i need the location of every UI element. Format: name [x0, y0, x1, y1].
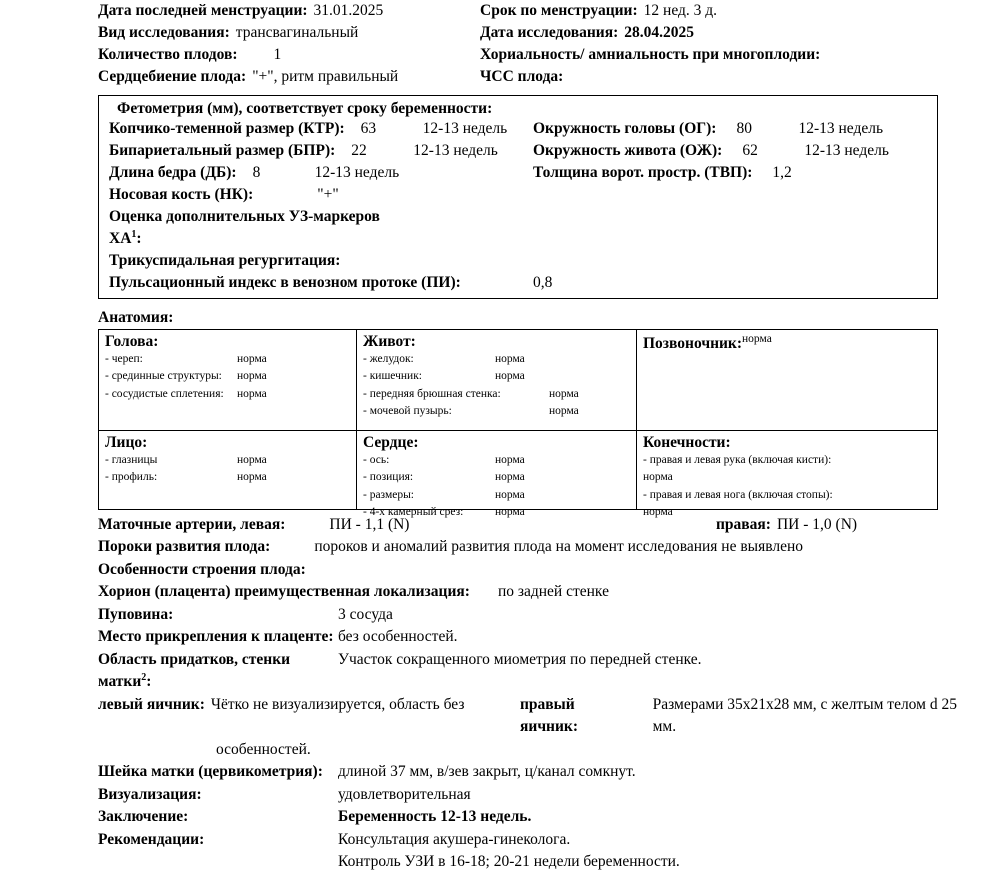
ductus-label: Пульсационный индекс в венозном протоке (ПИ): [109, 274, 461, 291]
abdomen-item-key: - передняя брюшная стенка: [363, 387, 501, 400]
left-ovary-label: левый яичник: [98, 695, 205, 713]
structure-row [98, 559, 970, 581]
db-week: 12-13 недель [314, 164, 400, 181]
head-item-value: норма [237, 370, 267, 383]
heart-item [363, 452, 630, 469]
right-ovary-label: правый яичник: [520, 695, 579, 736]
structure-label: Особенности строения плода: [98, 560, 306, 578]
fetometry-row [109, 162, 927, 184]
cervix-row [98, 761, 970, 783]
markers-label-line2: ХА [109, 230, 132, 247]
fetus-count-label: Количество плодов: [98, 46, 238, 63]
head-item [105, 386, 350, 403]
bpr-value: 22 [351, 142, 367, 159]
heartbeat-value: "+", ритм правильный [252, 68, 399, 85]
ductus-venosus-row [109, 272, 927, 294]
fetometry-title: Фетометрия (мм), соответствует сроку беременности: [117, 100, 493, 117]
ktr-value: 63 [360, 120, 377, 137]
uterine-arteries-row [98, 514, 970, 536]
abdomen-title: Живот: [363, 333, 416, 350]
last-menstruation-label: Дата последней менструации: [98, 2, 308, 19]
attachment-label: Место прикрепления к плаценте: [98, 628, 334, 646]
conclusion-label: Заключение: [98, 808, 189, 826]
nasal-bone-value: "+" [317, 186, 339, 203]
heart-item-key: - размеры: [363, 488, 414, 501]
term-label: Срок по менструации: [480, 2, 638, 19]
markers-row-1 [109, 206, 927, 228]
anatomy-cell-abdomen [357, 330, 637, 430]
limbs-arms-line: - правая и левая рука (включая кисти): [643, 454, 832, 466]
cervix-label: Шейка матки (цервикометрия): [98, 763, 323, 781]
head-item-value: норма [237, 387, 267, 400]
visualization-label: Визуализация: [98, 785, 202, 803]
face-item-value: норма [237, 454, 267, 466]
head-item-key: - череп: [105, 353, 143, 365]
abdomen-item-key: - кишечник: [363, 370, 422, 383]
head-item [105, 368, 350, 385]
abdomen-item [363, 403, 630, 420]
adnexa-value: Участок сокращенного миометрия по передней стенке. [338, 650, 702, 668]
adnexa-label-line2: матки [98, 673, 142, 691]
heart-item-key: - ось: [363, 454, 390, 466]
defects-label: Пороки развития плода: [98, 538, 271, 556]
anatomy-cell-limbs [637, 431, 937, 518]
oj-label: Окружность живота (ОЖ): [533, 142, 723, 159]
face-item-value: норма [237, 471, 267, 484]
study-type-label: Вид исследования: [98, 24, 230, 41]
chorion-label: Хорион (плацента) преимущественная локализация: [98, 583, 470, 601]
abdomen-item [363, 351, 630, 368]
abdomen-item [363, 386, 630, 403]
fetometry-row [109, 118, 927, 140]
bpr-label: Бипариетальный размер (БПР): [109, 142, 336, 159]
heartbeat-label: Сердцебиение плода: [98, 68, 247, 85]
conclusion-row [98, 806, 970, 828]
markers-label-line1: Оценка дополнительных УЗ-маркеров [109, 208, 380, 225]
adnexa-footnote-marker: 2 [141, 672, 147, 684]
header-row-heartbeat [98, 66, 970, 88]
uterine-arteries-label: Маточные артерии, левая: [98, 516, 286, 533]
abdomen-item-value: норма [549, 387, 579, 400]
recommendations-row [98, 829, 970, 851]
chorion-value: по задней стенке [497, 583, 609, 601]
oj-week: 12-13 недель [804, 142, 889, 159]
chorionicity-label: Хориальность/ амниальность при многоплодии: [480, 46, 821, 63]
limbs-legs-line: - правая и левая нога (включая стопы): [643, 488, 833, 501]
anatomy-title: Анатомия: [98, 309, 174, 326]
og-value: 80 [736, 120, 752, 137]
visualization-value: удовлетворительная [338, 785, 471, 803]
adnexa-colon: : [146, 673, 152, 691]
last-menstruation-value: 31.01.2025 [313, 2, 384, 19]
anatomy-row-bottom [99, 430, 937, 518]
head-title: Голова: [105, 333, 159, 350]
report-lower-section [98, 514, 970, 874]
heart-item-value: норма [495, 505, 525, 518]
face-item-key: - профиль: [105, 471, 158, 484]
limbs-arms-value: норма [643, 471, 673, 484]
anatomy-row-top [99, 330, 937, 430]
markers-row-2 [109, 228, 927, 250]
og-week: 12-13 недель [798, 120, 884, 137]
spine-value: норма [742, 333, 772, 345]
heart-item-value: норма [495, 488, 525, 501]
ovaries-row [98, 694, 970, 739]
tvp-label: Толщина ворот. простр. (ТВП): [533, 164, 753, 181]
uterine-artery-left-value: ПИ - 1,1 (N) [329, 516, 410, 533]
bpr-week: 12-13 недель [413, 142, 498, 159]
anatomy-grid [98, 329, 938, 518]
spine-title: Позвоночник: [643, 335, 743, 353]
report-header [0, 0, 1000, 88]
face-title: Лицо: [105, 434, 148, 451]
study-type-value: трансвагинальный [235, 24, 359, 41]
study-date-value: 28.04.2025 [624, 24, 694, 41]
fetus-count-value: 1 [273, 46, 282, 63]
cord-row [98, 604, 970, 626]
heart-item-key: - позиция: [363, 471, 414, 484]
og-label: Окружность головы (ОГ): [533, 120, 717, 137]
cord-label: Пуповина: [98, 605, 174, 623]
heart-item-value: норма [495, 454, 525, 466]
cervix-value: длиной 37 мм, в/зев закрыт, ц/канал сомкнут. [338, 763, 636, 781]
uterine-artery-right-value: ПИ - 1,0 (N) [776, 516, 858, 533]
ktr-label: Копчико-теменной размер (КТР): [109, 120, 345, 137]
abdomen-item-key: - желудок: [363, 353, 414, 365]
nasal-bone-label: Носовая кость (НК): [109, 186, 254, 203]
header-row-fetus-count [98, 44, 970, 66]
chorion-row [98, 581, 970, 603]
header-row-menstruation [98, 0, 970, 22]
adnexa-label: Область придатков, стенки [98, 650, 291, 668]
face-item [105, 469, 350, 486]
left-ovary-value: Чётко не визуализируется, область без [210, 695, 465, 713]
attachment-row [98, 626, 970, 648]
abdomen-item-value: норма [549, 404, 579, 417]
head-item-value: норма [237, 353, 267, 365]
uterine-artery-right-label: правая: [716, 516, 771, 533]
recommendations-line2: Контроль УЗИ в 16-18; 20-21 недели беременности. [338, 853, 680, 871]
head-item-key: - срединные структуры: [105, 370, 222, 383]
adnexa-row [98, 649, 970, 671]
visualization-row [98, 784, 970, 806]
term-value: 12 нед. 3 д. [643, 2, 718, 19]
tricuspid-label: Трикуспидальная регургитация: [109, 252, 341, 269]
ductus-value: 0,8 [533, 274, 553, 291]
face-item [105, 452, 350, 469]
anatomy-cell-spine [637, 330, 937, 430]
abdomen-item-key: - мочевой пузырь: [363, 404, 452, 417]
oj-value: 62 [742, 142, 758, 159]
anatomy-cell-head [99, 330, 357, 430]
header-row-study-type [98, 22, 970, 44]
abdomen-item [363, 368, 630, 385]
study-date-label: Дата исследования: [480, 24, 619, 41]
fetometry-box [98, 95, 938, 299]
defects-row [98, 536, 970, 558]
head-item [105, 351, 350, 368]
face-item-key: - глазницы [105, 454, 158, 466]
db-value: 8 [252, 164, 261, 181]
right-ovary-value: Размерами 35х21х28 мм, с желтым телом d 25 мм. [652, 695, 957, 736]
recommendations-line1: Консультация акушера-гинеколога. [338, 830, 571, 848]
limbs-title: Конечности: [643, 434, 731, 451]
tricuspid-row [109, 250, 927, 272]
head-item-key: - сосудистые сплетения: [105, 387, 224, 400]
anatomy-cell-heart [357, 431, 637, 518]
abdomen-item-value: норма [495, 353, 525, 365]
recommendations-label: Рекомендации: [98, 830, 205, 848]
attachment-value: без особенностей. [338, 628, 458, 646]
markers-footnote-marker: 1 [131, 229, 137, 240]
abdomen-item-value: норма [495, 370, 525, 383]
db-label: Длина бедра (ДБ): [109, 164, 237, 181]
left-ovary-value-line2: особенностей. [216, 740, 311, 758]
heart-title: Сердце: [363, 434, 419, 451]
left-ovary-row-continued [98, 739, 970, 761]
heart-rate-label: ЧСС плода: [480, 68, 564, 85]
nasal-bone-row [109, 184, 927, 206]
adnexa-row-continued [98, 671, 970, 693]
anatomy-cell-face [99, 431, 357, 509]
ktr-week: 12-13 недель [422, 120, 508, 137]
fetometry-row [109, 140, 927, 162]
recommendations-row-continued [98, 851, 970, 873]
cord-value: 3 сосуда [338, 605, 393, 623]
tvp-value: 1,2 [772, 164, 792, 181]
heart-item-value: норма [495, 471, 525, 484]
defects-value: пороков и аномалий развития плода на момент исследования не выявлено [314, 538, 803, 556]
heart-item [363, 487, 630, 504]
heart-item-key: - 4-х камерный срез: [363, 505, 464, 518]
heart-item [363, 469, 630, 486]
limbs-legs-value: норма [643, 505, 673, 518]
markers-colon: : [136, 230, 142, 247]
conclusion-value: Беременность 12-13 недель. [338, 808, 532, 826]
